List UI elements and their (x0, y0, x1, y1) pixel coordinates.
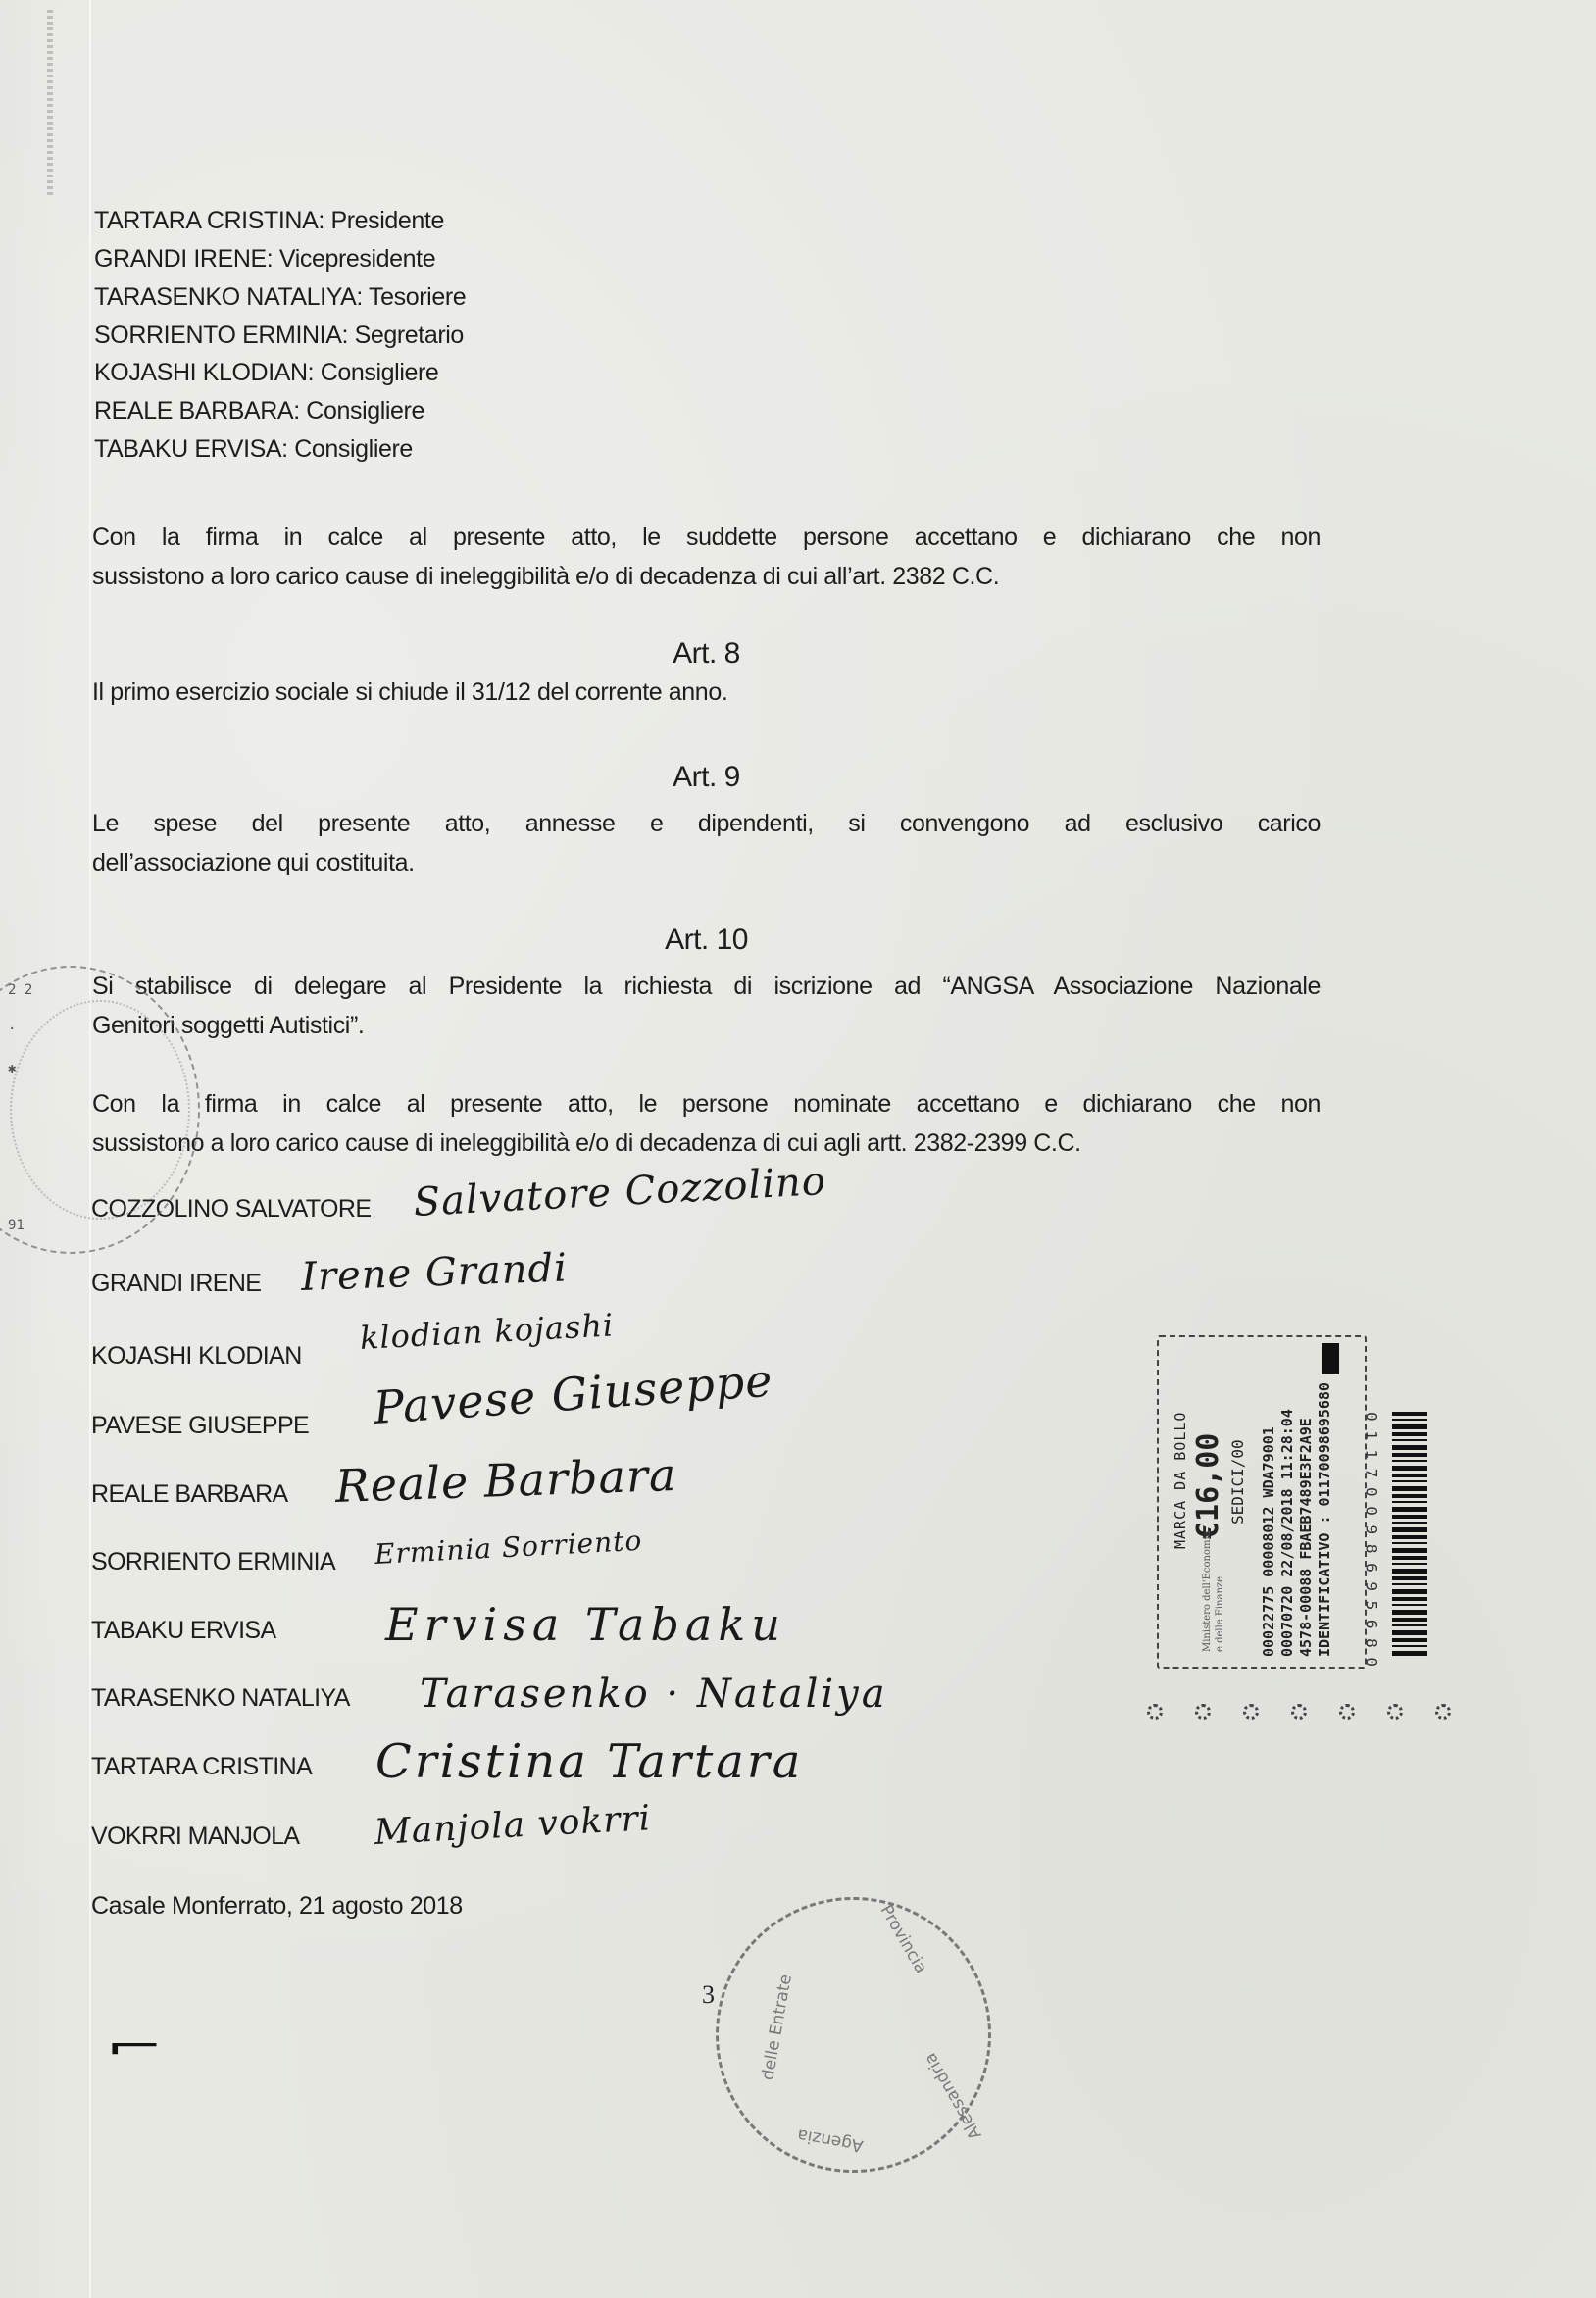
article-9-text (92, 804, 1321, 882)
handwritten-signature: Manjola vokrri (373, 1798, 653, 1853)
perforation-dot-icon (1339, 1704, 1355, 1720)
signature-row (91, 1525, 973, 1584)
margin-mark: 91 (8, 1218, 25, 1233)
handwritten-signature: Pavese Giuseppe (372, 1353, 775, 1434)
signatory-name: SORRIENTO ERMINIA (91, 1548, 336, 1575)
signatory-name: COZZOLINO SALVATORE (91, 1195, 372, 1223)
signature-row (91, 1447, 973, 1517)
signatory-name: TARTARA CRISTINA (91, 1753, 313, 1780)
perforation-dot-icon (1147, 1704, 1163, 1720)
ministry-line: e delle Finanze (1215, 1575, 1225, 1652)
article-heading-9: Art. 9 (673, 761, 740, 793)
stamp-arc-text: Alessandria (920, 2049, 986, 2143)
acceptance-paragraph-1 (92, 518, 1321, 596)
handwritten-signature: Ervisa Tabaku (385, 1598, 786, 1651)
handwritten-signature: Irene Grandi (300, 1245, 569, 1300)
margin-mark: 2 2 (8, 982, 33, 998)
paragraph-line: sussistono a loro carico cause di ineleggibilità e/o di decadenza di cui agli artt. 2382-2399 C.C. (92, 1129, 1081, 1157)
place-and-date: Casale Monferrato, 21 agosto 2018 (91, 1892, 463, 1920)
handwritten-signature: Reale Barbara (334, 1447, 678, 1513)
signatory-name: TABAKU ERVISA (91, 1617, 276, 1644)
board-member-vicepresident: GRANDI IRENE: Vicepresidente (94, 245, 436, 273)
signature-row (91, 1662, 973, 1721)
stamp-arc-text: Provincia (875, 1901, 931, 1977)
revenue-stamp-content (1162, 1343, 1358, 1657)
paragraph-line: Con la firma in calce al presente atto, le persone nominate accettano e dichiarano che non (92, 1090, 1321, 1118)
signatory-name: VOKRRI MANJOLA (91, 1823, 300, 1850)
signature-row (91, 1247, 973, 1306)
article-heading-8: Art. 8 (673, 637, 740, 670)
signatory-name: GRANDI IRENE (91, 1270, 262, 1297)
perforation-dot-icon (1435, 1704, 1451, 1720)
signature-row (91, 1730, 973, 1789)
stamp-code-line: IDENTIFICATIVO : 01170098695680 (1316, 1382, 1333, 1657)
signatory-name: PAVESE GIUSEPPE (91, 1412, 310, 1439)
page-number: 3 (702, 1980, 715, 2009)
margin-mark: ✱ (8, 1061, 17, 1076)
board-member-councillor: KOJASHI KLODIAN: Consigliere (94, 359, 439, 386)
paragraph-line: Con la firma in calce al presente atto, le suddette persone accettano e dichiarano che non (92, 524, 1321, 551)
handwritten-signature: Salvatore Cozzolino (412, 1159, 827, 1225)
signatory-name: TARASENKO NATALIYA (91, 1684, 350, 1712)
board-member-councillor: REALE BARBARA: Consigliere (94, 397, 424, 425)
paragraph-line: Le spese del presente atto, annesse e dipendenti, si convengono ad esclusivo carico (92, 810, 1321, 837)
board-member-councillor: TABAKU ERVISA: Consigliere (94, 435, 413, 463)
margin-mark: · (8, 1022, 17, 1037)
perforation-dot-icon (1243, 1704, 1259, 1720)
stamp-code-line: 00022775 00008012 WDA79001 (1260, 1426, 1277, 1657)
board-member-secretary: SORRIENTO ERMINIA: Segretario (94, 322, 464, 349)
revenue-stamp-title: MARCA DA BOLLO (1172, 1411, 1189, 1549)
barcode-digits: 0 1 1 7 0 0 9 8 6 9 5 6 8 0 (1362, 1411, 1381, 1668)
barcode-number (1360, 1411, 1383, 1668)
stamp-code-line: 00070720 22/08/2018 11:28:04 (1278, 1409, 1296, 1657)
article-heading-10: Art. 10 (665, 924, 748, 956)
handwritten-signature: klodian kojashi (359, 1306, 616, 1357)
ministry-line: Ministero dell'Economia (1202, 1530, 1213, 1652)
handwritten-signature: Erminia Sorriento (374, 1524, 644, 1571)
revenue-stamp-amount: €16,00 (1191, 1432, 1225, 1539)
paragraph-line: Si stabilisce di delegare al Presidente la richiesta di iscrizione ad “ANGSA Associazione Nazionale (92, 973, 1321, 1000)
revenue-stamp-black-bar (1322, 1343, 1339, 1374)
scan-edge-marks (47, 10, 53, 196)
article-10-text (92, 967, 1321, 1045)
stamp-arc-text: Agenzia (795, 2124, 865, 2156)
perforation-dot-icon (1387, 1704, 1403, 1720)
article-8-text: Il primo esercizio sociale si chiude il 31/12 del corrente anno. (92, 678, 728, 706)
paragraph-line: sussistono a loro carico cause di ineleggibilità e/o di decadenza di cui all’art. 2382 C.C. (92, 563, 1000, 590)
acceptance-paragraph-2 (92, 1084, 1321, 1163)
revenue-stamp-ministry (1201, 1530, 1226, 1652)
stamp-perforations (1147, 1704, 1451, 1727)
handwritten-signature: Cristina Tartara (375, 1734, 804, 1789)
office-round-stamp (716, 1897, 991, 2173)
stamp-code-line: 4578-00088 FBAEB7489E3F2A9E (1297, 1418, 1315, 1657)
stamp-arc-text: delle Entrate (758, 1973, 796, 2082)
signatory-name: REALE BARBARA (91, 1480, 288, 1508)
board-member-treasurer: TARASENKO NATALIYA: Tesoriere (94, 283, 467, 311)
board-member-president: TARTARA CRISTINA: Presidente (94, 207, 444, 234)
revenue-stamp-codes (1260, 1382, 1334, 1657)
signature-row (91, 1594, 973, 1653)
signature-row (91, 1159, 973, 1231)
paragraph-line: dell’associazione qui costituita. (92, 849, 415, 876)
paragraph-line: Genitori soggetti Autistici”. (92, 1012, 365, 1039)
handwritten-initial-mark: ⌐ (104, 2024, 164, 2070)
revenue-stamp-amount-words: SEDICI/00 (1228, 1439, 1247, 1524)
signature-row (91, 1800, 973, 1859)
perforation-dot-icon (1291, 1704, 1307, 1720)
handwritten-signature: Tarasenko · Nataliya (420, 1672, 888, 1717)
perforation-dot-icon (1195, 1704, 1211, 1720)
revenue-stamp (1157, 1335, 1382, 1669)
signatory-name: KOJASHI KLODIAN (91, 1342, 302, 1370)
left-margin-marks (8, 971, 47, 1245)
barcode-icon (1392, 1412, 1427, 1657)
